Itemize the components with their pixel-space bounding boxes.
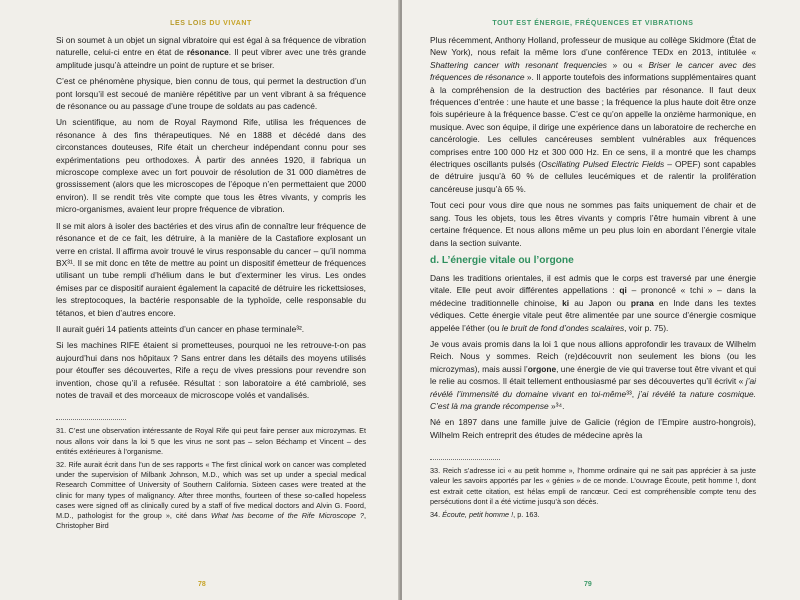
- footnote-34: 34. Écoute, petit homme !, p. 163.: [430, 510, 540, 519]
- right-running-header: TOUT EST ÉNERGIE, FRÉQUENCES ET VIBRATIONS: [492, 20, 694, 27]
- right-paragraph-5: Né en 1897 dans une famille juive de Galicie (région de l’Empire austro-hongrois), Wilhelm Reich entreprit des études de médecine après la: [430, 417, 756, 440]
- left-paragraph-2: C’est ce phénomène physique, bien connu de tous, qui permet la destruction d’un pont lorsqu’il est secoué de manière répétitive par un vent vibrant à sa fréquence de résonance ou au passage d’une troupe de soldats au pas cadencé.: [56, 76, 366, 112]
- left-paragraph-1: Si on soumet à un objet un signal vibratoire qui est égal à sa fréquence de vibration naturelle, celui-ci entre en état de résonance. Il peut vibrer avec une très grande amplitude jusqu’à atteindre un point de rupture et se briser.: [56, 35, 367, 70]
- left-header-part1: LES LOIS: [170, 20, 210, 27]
- footnote-31: 31. C’est une observation intéressante de Royal Rife qui peut faire penser aux microzymas. Et nous allons voir dans la loi 5 que les virus ne sont pas – selon Béchamp et Vincent – des entités extérieures à l’organisme.: [56, 426, 366, 456]
- left-header-part2: DU VIVANT: [209, 20, 252, 27]
- section-title: d. L’énergie vitale ou l’orgone: [430, 254, 574, 266]
- footnote-separator: [56, 419, 126, 420]
- left-paragraph-3: Un scientifique, au nom de Royal Raymond Rife, utilisa les fréquences de résonance à des fins thérapeutiques. Né en 1888 et décédé dans des circonstances douteuses, Rife était un chercheur indépendant connu pour ses expérimentations peu orthodoxes. À partir des années 1920, il fabriqua un microscope complexe avec un fort pouvoir de résolution de 31 000 diamètres de grossissement (alors que les microscopes de l’époque n’en permettaient que 2000 environ). Il se rendit très vite compte que tous les êtres vivants, y compris les micro-organismes, avaient leur propre fréquence de vibration.: [56, 117, 366, 215]
- page-number-right: 79: [584, 581, 592, 588]
- footnote-separator-right: [430, 459, 500, 460]
- footnote-33: 33. Reich s’adresse ici « au petit homme », l’homme ordinaire qui ne sait pas apprécier à sa juste valeur les savoirs apportés par les « génies » de ce monde. L’ouvrage Écoute, petit homme !, dont est extrait cette citation, est hélas empli de rancœur. Ceci est compréhensible compte tenu des persécutions dont il a été victime jusqu’à son décès.: [430, 466, 756, 506]
- footnote-32: 32. Rife aurait écrit dans l’un de ses rapports « The first clinical work on cancer was completed under the supervision of Milbank Johnson, M.D., which was set up under a special medical Research Committee of University of Southern California. Sixteen cases were treated at the clinic for many types of malignancy. After three months, fourteen of these so-called hopeless cases were signed off as clinically cured by a staff of five medical doctors and Alvin G. Foord, M.D., pathologist for the group », cité dans What has become of the Rife Microscope ?, Christopher Bird: [56, 459, 366, 531]
- right-paragraph-3: Dans les traditions orientales, il est admis que le corps est traversé par une énergie vitale. Elle peut avoir différentes appellations : qi – prononcé « tchi » – dans la médecine traditionnelle chinoise, ki au Japon ou prana en Inde dans les textes védiques. Cette énergie vitale peut être alimentée par une source d’énergie cosmique appelée l’éther (ou le bruit de fond d’ondes scalaires, voir p. 75).: [430, 272, 756, 333]
- left-paragraph-5: Il aurait guéri 14 patients atteints d’un cancer en phase terminale³².: [56, 323, 305, 334]
- right-paragraph-2: Tout ceci pour vous dire que nous ne sommes pas faits uniquement de chair et de sang. Tous les objets, tous les êtres vivants y compris l’être humain vibrent à une certaine fréquence. Et nous allons même un peu plus loin en abordant l’énergie vitale dans la section suivante.: [430, 200, 756, 248]
- left-running-header: [56, 20, 366, 34]
- right-paragraph-1: Plus récemment, Anthony Holland, professeur de musique au collège Skidmore (État de New York), nous refait la même lors d’une conférence TEDx en 2013, intitulée « Shattering cancer with resonant frequencies » ou « Briser le cancer avec des fréquences de résonance ». Il apporte toutefois des informations supplémentaires quant à la compréhension de la destruction des bactéries par résonance. Il faut deux fréquences d’entrée : une haute et une basse ; la fréquence la plus haute doit être onze fois supérieure à la fréquence basse. C’est ce qu’on appelle la onzième harmonique, en musique. Avec son équipe, il dirige une expérience dans un laboratoire de recherche en cancérologie. Les cellules cancéreuses semblent vulnérables aux fréquences comprises entre 100 000 Hz et 300 000 Hz. En ce sens, il a montré que les champs électriques oscillants pulsés (Oscillating Pulsed Electric Fields – OPEF) sont capables de détruire jusqu’à 60 % de cellules leucémiques et de ralentir la prolifération cancéreuse jusqu’à 65 %.: [430, 35, 756, 194]
- right-paragraph-4: Je vous avais promis dans la loi 1 que nous allions approfondir les travaux de Wilhelm Reich. Nous y sommes. Reich (re)découvrit non seulement les bions (ou les microzymas), mais aussi l’orgone, une énergie de vie qui traverse tout être vivant et qui le relie au cosmos. Il était tellement enthousiasmé par ses découvertes qu’il écrivit « j’ai révélé l’immensité du domaine vivant en toi-même³³, j’ai révélé ta nature cosmique. C’est là ma grande récompense »³⁴.: [430, 338, 757, 411]
- left-paragraph-4: Il se mit alors à isoler des bactéries et des virus afin de connaître leur fréquence de résonance et de ce fait, les détruire, à la manière de la Castafiore explosant un verre en cristal. Il affirma avoir trouvé le virus responsable du cancer – qu’il nomma BX³¹. Il se mit donc en tête de mettre au point un dispositif émetteur de fréquences utilisant un tube rempli d’hélium dans le but d’exterminer les virus. Les ondes émises par ce dispositif auraient également la capacité de détruire les rickettsioses, les streptocoques, la bactérie responsable de la typhoïde, celle responsable du tétanos, et bien d’autres encore.: [56, 220, 366, 318]
- page-number-left: 78: [198, 581, 206, 588]
- left-paragraph-6: Si les machines RIFE étaient si prometteuses, pourquoi ne les retrouve-t-on pas aujourd’hui dans nos hôpitaux ? Sans entrer dans les détails des moyens utilisés pour étouffer ses découvertes, Rife a reçu de vives pressions pour revendre son invention, chose qu’il a refusée. Résultat : son laboratoire a été cambriolé, ses notes de travail et des morceaux de microscope volés et vandalisés.: [56, 340, 366, 400]
- right-page: [402, 0, 800, 600]
